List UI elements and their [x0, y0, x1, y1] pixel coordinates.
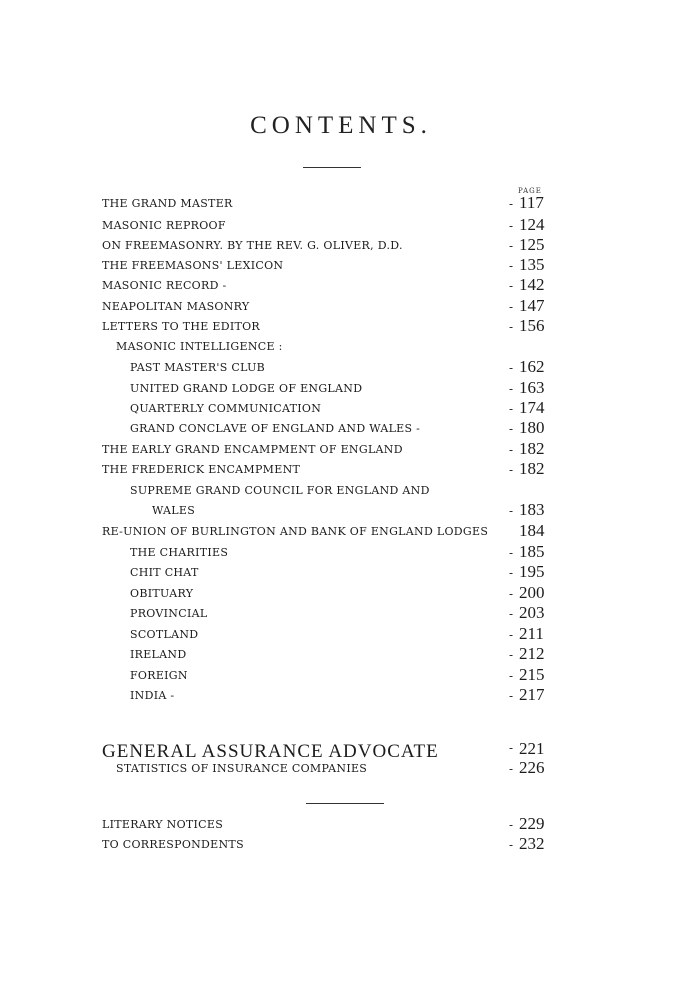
- toc-entry: [0, 484, 682, 506]
- toc-entry-dash: -: [509, 239, 514, 253]
- toc-entry-dash: -: [509, 504, 514, 518]
- toc-entry-dash: -: [509, 628, 514, 642]
- toc-entry: [0, 418, 682, 444]
- toc-entry: [0, 644, 682, 670]
- toc-entry-title: CHIT CHAT: [130, 566, 199, 579]
- toc-entry-title: THE FREEMASONS' LEXICON: [102, 259, 284, 272]
- toc-entry-title: PROVINCIAL: [130, 607, 208, 620]
- toc-entry-page: 217: [519, 685, 545, 704]
- toc-entry-title: PAST MASTER'S CLUB: [130, 361, 266, 374]
- toc-entry-dash: -: [509, 669, 514, 683]
- toc-entry-page: 182: [519, 459, 545, 478]
- toc-entry: [0, 542, 682, 568]
- toc-entry: [0, 439, 682, 465]
- toc-entry-dash: -: [509, 382, 514, 396]
- toc-entry: [0, 340, 682, 362]
- toc-entry: [0, 316, 682, 342]
- toc-entry-dash: -: [509, 422, 514, 436]
- toc-entry: [0, 758, 682, 784]
- toc-entry-title: WALES: [152, 504, 196, 517]
- toc-entry-title: GRAND CONCLAVE OF ENGLAND AND WALES -: [130, 422, 421, 435]
- toc-entry-title: SCOTLAND: [130, 628, 199, 641]
- toc-entry: [0, 255, 682, 281]
- toc-entry-page: 184: [519, 521, 545, 540]
- toc-entry-page: 147: [519, 296, 545, 315]
- toc-entry-dash: -: [509, 402, 514, 416]
- toc-entry-title: MASONIC REPROOF: [102, 219, 226, 232]
- toc-entry-dash: -: [509, 443, 514, 457]
- toc-entry-title: THE GRAND MASTER: [102, 197, 233, 210]
- toc-entry: [0, 500, 682, 526]
- toc-entry-dash: -: [509, 741, 514, 755]
- toc-entry-page: 185: [519, 542, 545, 561]
- toc-entry-title: MASONIC INTELLIGENCE :: [116, 340, 283, 353]
- toc-entry-title: THE CHARITIES: [130, 546, 229, 559]
- toc-entry-dash: -: [509, 279, 514, 293]
- toc-entry-dash: -: [509, 320, 514, 334]
- toc-entry-dash: -: [509, 566, 514, 580]
- toc-entry: [0, 357, 682, 383]
- toc-entry-title: SUPREME GRAND COUNCIL FOR ENGLAND AND: [130, 484, 430, 497]
- toc-entry-dash: -: [509, 818, 514, 832]
- toc-entry: [0, 562, 682, 588]
- toc-entry-dash: -: [509, 762, 514, 776]
- toc-entry-dash: -: [509, 197, 514, 211]
- toc-entry: [0, 398, 682, 424]
- toc-entry-title: INDIA -: [130, 689, 175, 702]
- toc-entry-title: ON FREEMASONRY. BY THE REV. G. OLIVER, D.D.: [102, 239, 403, 252]
- toc-entry: [0, 275, 682, 301]
- toc-entry-page: 124: [519, 215, 545, 234]
- toc-entry-dash: -: [509, 219, 514, 233]
- toc-entry-title: NEAPOLITAN MASONRY: [102, 300, 250, 313]
- toc-entry-title: FOREIGN: [130, 669, 188, 682]
- toc-entry-page: 163: [519, 378, 545, 397]
- toc-entry-dash: -: [509, 546, 514, 560]
- page-column-header: PAGE: [518, 187, 542, 195]
- toc-entry-title: IRELAND: [130, 648, 187, 661]
- toc-entry-title: MASONIC RECORD -: [102, 279, 227, 292]
- toc-entry-page: 125: [519, 235, 545, 254]
- toc-entry-page: 195: [519, 562, 545, 581]
- toc-entry: [0, 521, 682, 547]
- toc-entry-title: STATISTICS OF INSURANCE COMPANIES: [116, 762, 368, 775]
- toc-entry-dash: -: [509, 587, 514, 601]
- toc-entry-page: 182: [519, 439, 545, 458]
- toc-entry-page: 135: [519, 255, 545, 274]
- toc-entry-page: 174: [519, 398, 545, 417]
- toc-entry-dash: -: [509, 259, 514, 273]
- toc-entry-title: LITERARY NOTICES: [102, 818, 224, 831]
- toc-entry-page: 226: [519, 758, 545, 777]
- toc-entry-title: GENERAL ASSURANCE ADVOCATE: [102, 741, 439, 762]
- toc-entry-page: 215: [519, 665, 545, 684]
- toc-entry-title: RE-UNION OF BURLINGTON AND BANK OF ENGLAND LODGES: [102, 525, 489, 538]
- toc-entry: [0, 193, 682, 219]
- toc-entry: [0, 459, 682, 485]
- toc-entry-page: 212: [519, 644, 545, 663]
- toc-entry-dash: -: [509, 838, 514, 852]
- toc-entry-page: 162: [519, 357, 545, 376]
- toc-entry: [0, 296, 682, 322]
- toc-entry-title: THE EARLY GRAND ENCAMPMENT OF ENGLAND: [102, 443, 403, 456]
- toc-entry-page: 211: [519, 624, 544, 643]
- toc-entry-dash: -: [509, 648, 514, 662]
- toc-entry: [0, 834, 682, 860]
- toc-entry-title: LETTERS TO THE EDITOR: [102, 320, 260, 333]
- toc-entry: [0, 603, 682, 629]
- toc-entry-title: QUARTERLY COMMUNICATION: [130, 402, 322, 415]
- toc-entry-page: 142: [519, 275, 545, 294]
- toc-entry: [0, 583, 682, 609]
- toc-entry: [0, 235, 682, 261]
- toc-entry-title: UNITED GRAND LODGE OF ENGLAND: [130, 382, 363, 395]
- toc-entry: [0, 814, 682, 840]
- toc-entry-page: 183: [519, 500, 545, 519]
- toc-entry-page: 180: [519, 418, 545, 437]
- toc-entry-dash: -: [509, 463, 514, 477]
- toc-entry-page: 117: [519, 193, 544, 212]
- section-rule: [306, 803, 384, 804]
- toc-entry-dash: -: [509, 689, 514, 703]
- toc-entry: [0, 685, 682, 711]
- toc-entry-page: 232: [519, 834, 545, 853]
- toc-entry-page: 229: [519, 814, 545, 833]
- toc-entry-title: OBITUARY: [130, 587, 194, 600]
- toc-entry: [0, 378, 682, 404]
- toc-entry-page: 221: [519, 739, 545, 758]
- toc-entry: [0, 741, 682, 763]
- toc-entry-title: THE FREDERICK ENCAMPMENT: [102, 463, 301, 476]
- toc-entry-dash: -: [509, 300, 514, 314]
- toc-entry-page: 203: [519, 603, 545, 622]
- toc-entry: [0, 215, 682, 241]
- toc-entry-page: 156: [519, 316, 545, 335]
- toc-entry-dash: -: [509, 361, 514, 375]
- toc-entry: [0, 665, 682, 691]
- toc-entry-dash: -: [509, 607, 514, 621]
- toc-entry-page: 200: [519, 583, 545, 602]
- toc-entry-title: TO CORRESPONDENTS: [102, 838, 244, 851]
- page-title: CONTENTS.: [250, 112, 432, 139]
- toc-entry: [0, 624, 682, 650]
